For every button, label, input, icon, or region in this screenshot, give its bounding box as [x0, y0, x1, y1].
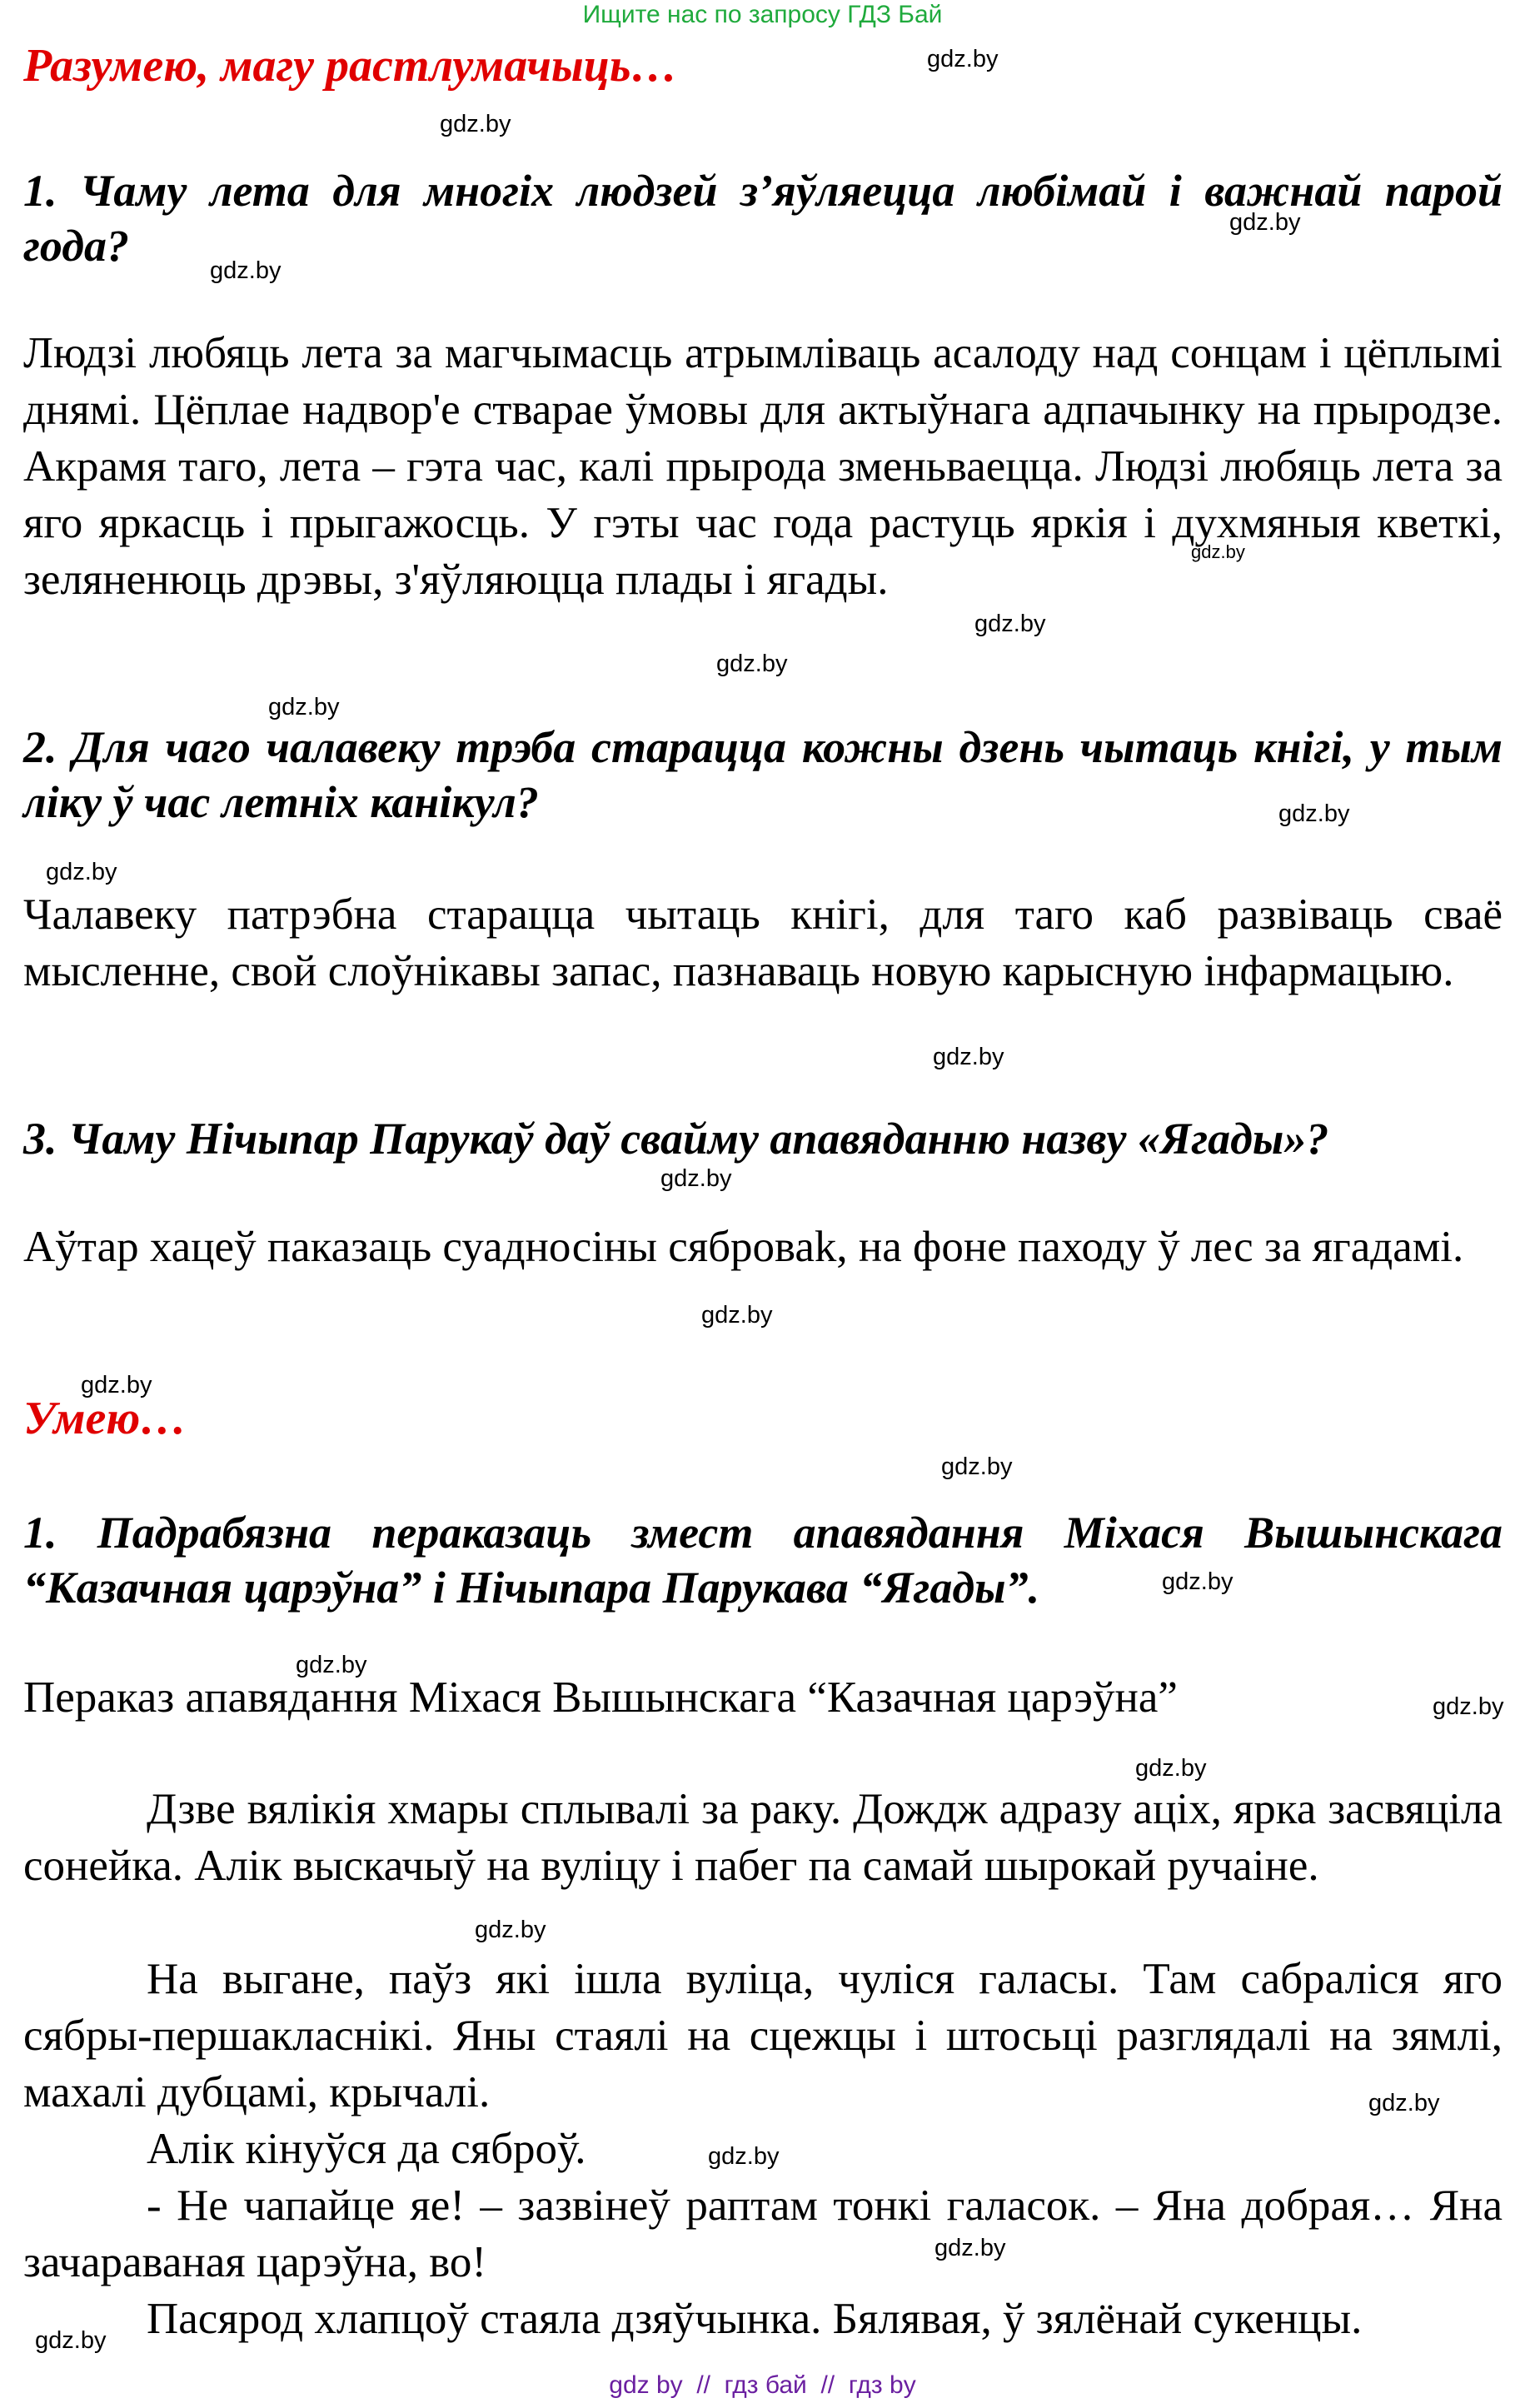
section-title-understand: Разумею, магу растлумачыць… — [23, 40, 678, 92]
paragraph-5: Пасярод хлапцоў стаяла дзяўчынка. Бялявая, ў зялёнай сукенцы. — [147, 2295, 1363, 2343]
paragraph-4: - Не чапайце яе! – зазвінеў раптам тонкі галасок. – Яна добрая… Яна зачараваная царэўна, во! — [23, 2181, 1503, 2286]
watermark: gdz.by — [475, 1917, 546, 1943]
question-2: 2. Для чаго чалавеку трэба старацца кожны дзень чытаць кнігі, у тым ліку ў час летніх канікул? — [23, 722, 1503, 827]
watermark: gdz.by — [933, 1044, 1004, 1070]
watermark: gdz.by — [81, 1372, 152, 1398]
watermark: gdz.by — [1229, 209, 1301, 236]
watermark: gdz.by — [708, 2143, 780, 2170]
top-banner[interactable]: Ищите нас по запросу ГДЗ Бай — [582, 1, 943, 28]
question-3: 3. Чаму Нічыпар Парукаў даў свайму апавяданню назву «Ягады»? — [23, 1114, 1329, 1164]
watermark: gdz.by — [268, 694, 340, 720]
footer-links[interactable]: gdz by // гдз бай // гдз by — [609, 2371, 916, 2399]
watermark: gdz.by — [716, 651, 788, 677]
watermark: gdz.by — [35, 2327, 107, 2354]
watermark: gdz.by — [46, 859, 117, 885]
watermark: gdz.by — [210, 257, 282, 284]
watermark: gdz.by — [1368, 2090, 1440, 2116]
answer-2: Чалавеку патрэбна старацца чытаць кнігі, для таго каб развіваць сваё мысленне, свой слоўнікавы запас, пазнаваць новую карысную інфармацыю. — [23, 890, 1503, 995]
watermark: gdz.by — [440, 111, 511, 137]
retelling-title: Пераказ апавядання Міхася Вышынскага “Казачная царэўна” — [23, 1673, 1178, 1722]
answer-3: Аўтар хацеў паказаць суадносіны сяброваk, на фоне паходу ў лес за ягадамі. — [23, 1223, 1464, 1271]
paragraph-3: Алік кінуўся да сяброў. — [147, 2125, 586, 2173]
question-4: 1. Падрабязна пераказаць змест апавядання Міхася Вышынскага “Казачная царэўна” і Нічыпара Парукава “Ягады”. — [23, 1508, 1503, 1613]
watermark: gdz.by — [660, 1165, 732, 1192]
watermark: gdz.by — [1433, 1693, 1504, 1720]
watermark: gdz.by — [974, 611, 1046, 637]
watermark: gdz.by — [1162, 1568, 1233, 1595]
answer-1: Людзі любяць лета за магчымасць атрымліваць асалоду над сонцам і цёплымі днямі. Цёплае надвор'е стварае ўмовы для актыўнага адпачынку на прыродзе. Акрамя таго, лета – гэта час, калі прырода зменьваецца. Людзі любяць лета за яго яркасць і прыгажосць. У гэты час года растуць яркія і духмяныя кветкі, зеляненюць дрэвы, з'яўляюцца плады і ягады. — [23, 329, 1503, 604]
paragraph-1: Дзве вялікія хмары сплывалі за раку. Дождж адразу аціх, ярка засвяціла сонейка. Алік выскачыў на вуліцу і пабег па самай шырокай ручаіне. — [23, 1785, 1503, 1890]
paragraph-2: На выгане, паўз які ішла вуліца, чуліся галасы. Там сабраліся яго сябры-першакласнікі. Яны стаялі на сцежцы і штосьці разглядалі на зямлі, махалі дубцамі, крычалі. — [23, 1955, 1503, 2116]
watermark: gdz.by — [941, 1453, 1013, 1480]
watermark: gdz.by — [934, 2235, 1006, 2261]
question-1: 1. Чаму лета для многіх людзей з’яўляецца любімай і важнай парой года? — [23, 166, 1503, 271]
watermark: gdz.by — [1135, 1755, 1207, 1782]
watermark: gdz.by — [1278, 800, 1350, 827]
watermark: gdz.by — [927, 46, 999, 72]
watermark: gdz.by — [1191, 541, 1245, 562]
section-title-can: Умею… — [23, 1393, 187, 1444]
watermark: gdz.by — [296, 1652, 367, 1678]
watermark: gdz.by — [701, 1302, 773, 1329]
